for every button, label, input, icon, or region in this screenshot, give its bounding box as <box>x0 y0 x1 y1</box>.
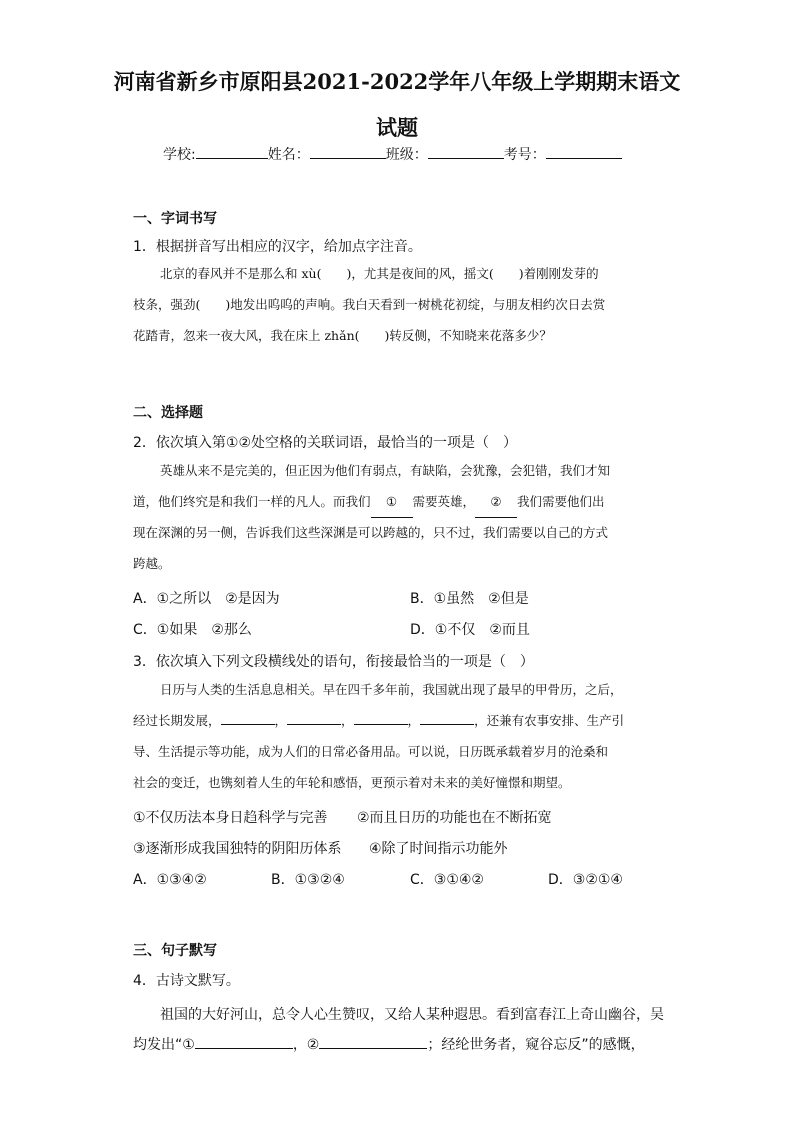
passage-fragment: 我们需要他们出 <box>517 494 605 509</box>
question-1-passage-cont <box>133 289 660 351</box>
name-blank <box>310 144 386 159</box>
section-heading-1: 一、字词书写 <box>133 211 217 227</box>
section-heading-2: 二、选择题 <box>133 405 203 421</box>
passage-line: 枝条，强劲( )地发出呜呜的声响。我白天看到一树桃花初绽，与朋友相约次日去赏 <box>133 297 606 312</box>
exam-title-line1: 河南省新乡市原阳县2021-2022学年八年级上学期期末语文 <box>113 69 681 94</box>
school-blank <box>196 144 268 159</box>
q3-sentence-3: ③逐渐形成我国独特的阴阳历体系 <box>133 841 342 857</box>
passage-line: 花踏青，忽来一夜大风，我在床上 zhǎn( )转反侧，不知晓来花落多少？ <box>133 328 552 343</box>
school-label: 学校: <box>163 147 196 163</box>
passage-fragment: ，② <box>292 1037 320 1053</box>
question-1-stem: 1．根据拼音写出相应的汉字，给加点字注音。 <box>133 239 422 255</box>
q2-option-c: C．①如果 ②那么 <box>133 622 252 638</box>
dictation-blank-2 <box>319 1048 427 1049</box>
passage-line: 日历与人类的生活息息相关。早在四千多年前，我国就出现了最早的甲骨历，之后， <box>160 682 623 697</box>
exam-title-line2: 试题 <box>376 115 418 140</box>
passage-fragment: ；经纶世务者，窥谷忘反”的感慨， <box>427 1037 645 1053</box>
q3-option-b: B．①③②④ <box>271 872 345 888</box>
question-4-stem: 4．古诗文默写。 <box>133 973 240 989</box>
question-2-passage-cont <box>133 486 660 579</box>
name-label: 姓名： <box>267 147 310 163</box>
blank-2: ② <box>475 486 517 518</box>
passage-line-with-blanks <box>133 486 660 517</box>
class-blank <box>428 144 504 159</box>
passage-fragment: 需要英雄， <box>412 494 476 509</box>
fill-blank <box>354 724 408 725</box>
q2-option-a: A．①之所以 ②是因为 <box>133 591 280 607</box>
question-2-passage <box>160 455 660 486</box>
q2-option-b: B．①虽然 ②但是 <box>410 591 529 607</box>
fill-blank <box>420 724 474 725</box>
q3-sentence-1: ①不仅历法本身日趋科学与完善 <box>133 810 328 826</box>
q3-option-c: C．③①④② <box>410 872 484 888</box>
id-blank <box>546 144 622 159</box>
passage-line: 导、生活提示等功能，成为人们的日常必备用品。可以说，日历既承载着岁月的沧桑和 <box>133 744 609 759</box>
question-2-stem: 2．依次填入第①②处空格的关联词语，最恰当的一项是（ ） <box>133 435 518 451</box>
passage-line-with-blanks: 经过长期发展， ， ， ， ，还兼有农事安排、生产引 <box>133 713 625 728</box>
question-3-passage-cont <box>133 705 660 798</box>
passage-line: 北京的春风并不是那么和 xù( )，尤其是夜间的风，摇文( )着刚刚发芽的 <box>160 266 599 281</box>
question-3-passage <box>160 674 660 705</box>
q3-sentence-2: ②而且日历的功能也在不断拓宽 <box>357 810 552 826</box>
q3-option-a: A．①③④② <box>133 872 207 888</box>
question-4-line2 <box>133 1034 660 1054</box>
passage-fragment: 经过长期发展， <box>133 713 221 728</box>
passage-line: 社会的变迁，也镌刻着人生的年轮和感悟，更预示着对未来的美好憧憬和期望。 <box>133 775 571 790</box>
passage-fragment: 道，他们终究是和我们一样的凡人。而我们 <box>133 494 371 509</box>
dictation-blank-1 <box>195 1048 293 1049</box>
passage-line: 英雄从来不是完美的，但正因为他们有弱点，有缺陷，会犹豫，会犯错，我们才知 <box>160 463 611 478</box>
class-label: 班级： <box>385 147 428 163</box>
question-1-passage <box>160 258 660 289</box>
fill-blank <box>221 724 275 725</box>
passage-line: 跨越。 <box>133 556 171 571</box>
q3-option-d: D．③②①④ <box>548 872 623 888</box>
blank-1: ① <box>371 486 413 518</box>
q3-sentence-4: ④除了时间指示功能外 <box>369 841 508 857</box>
q2-option-d: D．①不仅 ②而且 <box>410 622 530 638</box>
passage-line: 现在深渊的另一侧，告诉我们这些深渊是可以跨越的，只不过，我们需要以自己的方式 <box>133 525 609 540</box>
student-info-row <box>163 144 622 164</box>
fill-blank <box>287 724 341 725</box>
passage-fragment: 还兼有农事安排、生产引 <box>486 713 625 728</box>
question-4-line1: 祖国的大好河山，总令人心生赞叹，又给人某种遐思。看到富春江上奇山幽谷，吴 <box>160 1007 664 1023</box>
question-3-stem: 3．依次填入下列文段横线处的语句，衔接最恰当的一项是（ ） <box>133 654 534 670</box>
section-heading-3: 三、句子默写 <box>133 943 217 959</box>
passage-fragment: 均发出“① <box>133 1037 195 1053</box>
id-label: 考号： <box>503 147 546 163</box>
